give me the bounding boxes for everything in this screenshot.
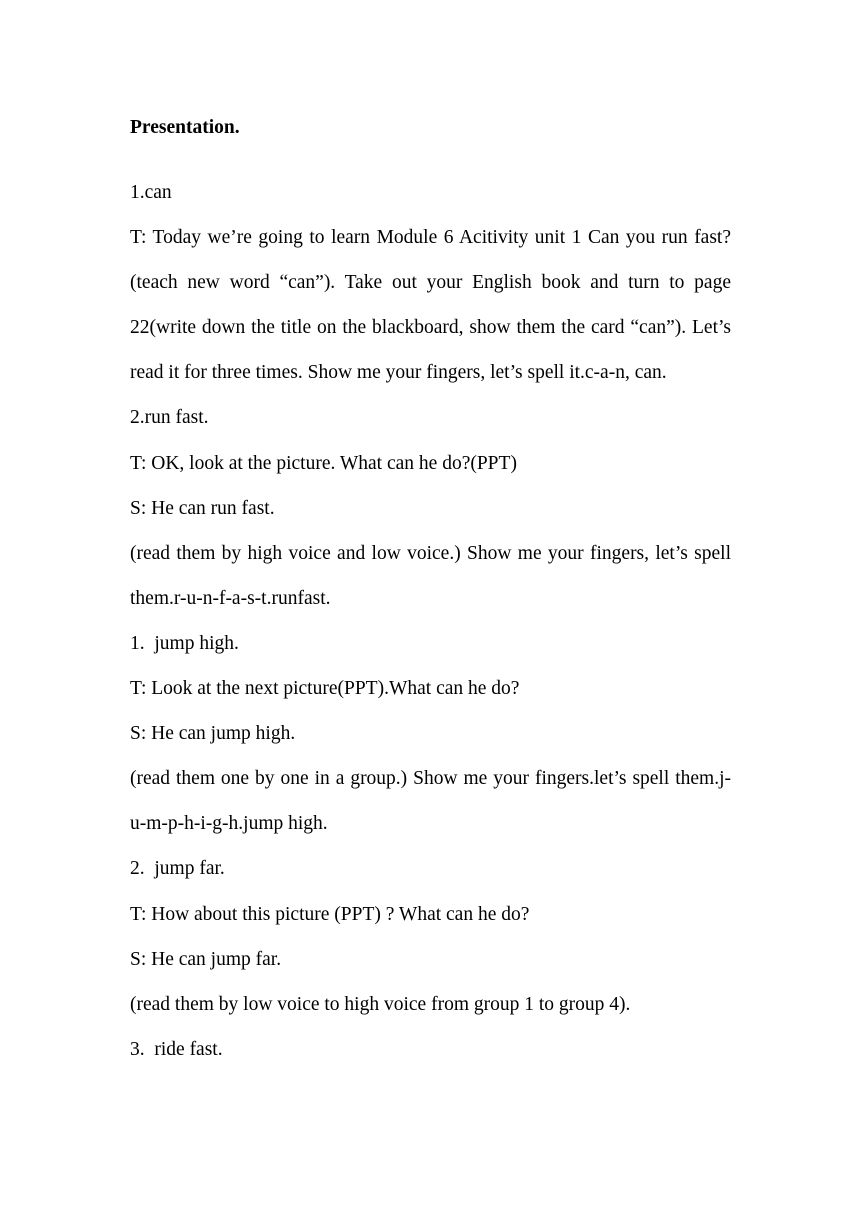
paragraph-item-can: 1.can: [130, 182, 172, 203]
paragraph-student-answer: S: He can run fast.: [130, 497, 275, 519]
paragraph-item-ride-fast: 3. ride fast.: [130, 1038, 223, 1060]
paragraph-teacher-question: T: OK, look at the picture. What can he do?(PPT): [130, 452, 517, 474]
paragraph-student-answer: S: He can jump far.: [130, 948, 282, 970]
paragraph-teacher-question: T: How about this picture (PPT) ? What can he do?: [130, 903, 530, 925]
section-heading: Presentation.: [130, 117, 240, 138]
paragraph-teacher-intro: T: Today we’re going to learn Module 6 Acitivity unit 1 Can you run fast?(teach new word “can”). Take out your English book and turn to page 22(write down the title on the blackboard, show them the card “can”). Let’s read it for three times. Show me your fingers, let’s spell it.c-a-n, can.: [130, 227, 731, 384]
paragraph-instruction: (read them one by one in a group.) Show me your fingers.let’s spell them.j-u-m-p-h-i-g-h.jump high.: [130, 768, 731, 835]
paragraph-item-run-fast: 2.run fast.: [130, 407, 209, 429]
paragraph-item-jump-high: 1. jump high.: [130, 632, 239, 654]
paragraph-student-answer: S: He can jump high.: [130, 723, 296, 745]
paragraph-teacher-question: T: Look at the next picture(PPT).What can he do?: [130, 678, 520, 700]
paragraph-instruction: (read them by high voice and low voice.) Show me your fingers, let’s spell them.r-u-n-f-a-s-t.runfast.: [130, 542, 731, 609]
paragraph-instruction: (read them by low voice to high voice from group 1 to group 4).: [130, 993, 631, 1015]
document-body: [130, 105, 731, 1072]
paragraph-item-jump-far: 2. jump far.: [130, 858, 225, 880]
